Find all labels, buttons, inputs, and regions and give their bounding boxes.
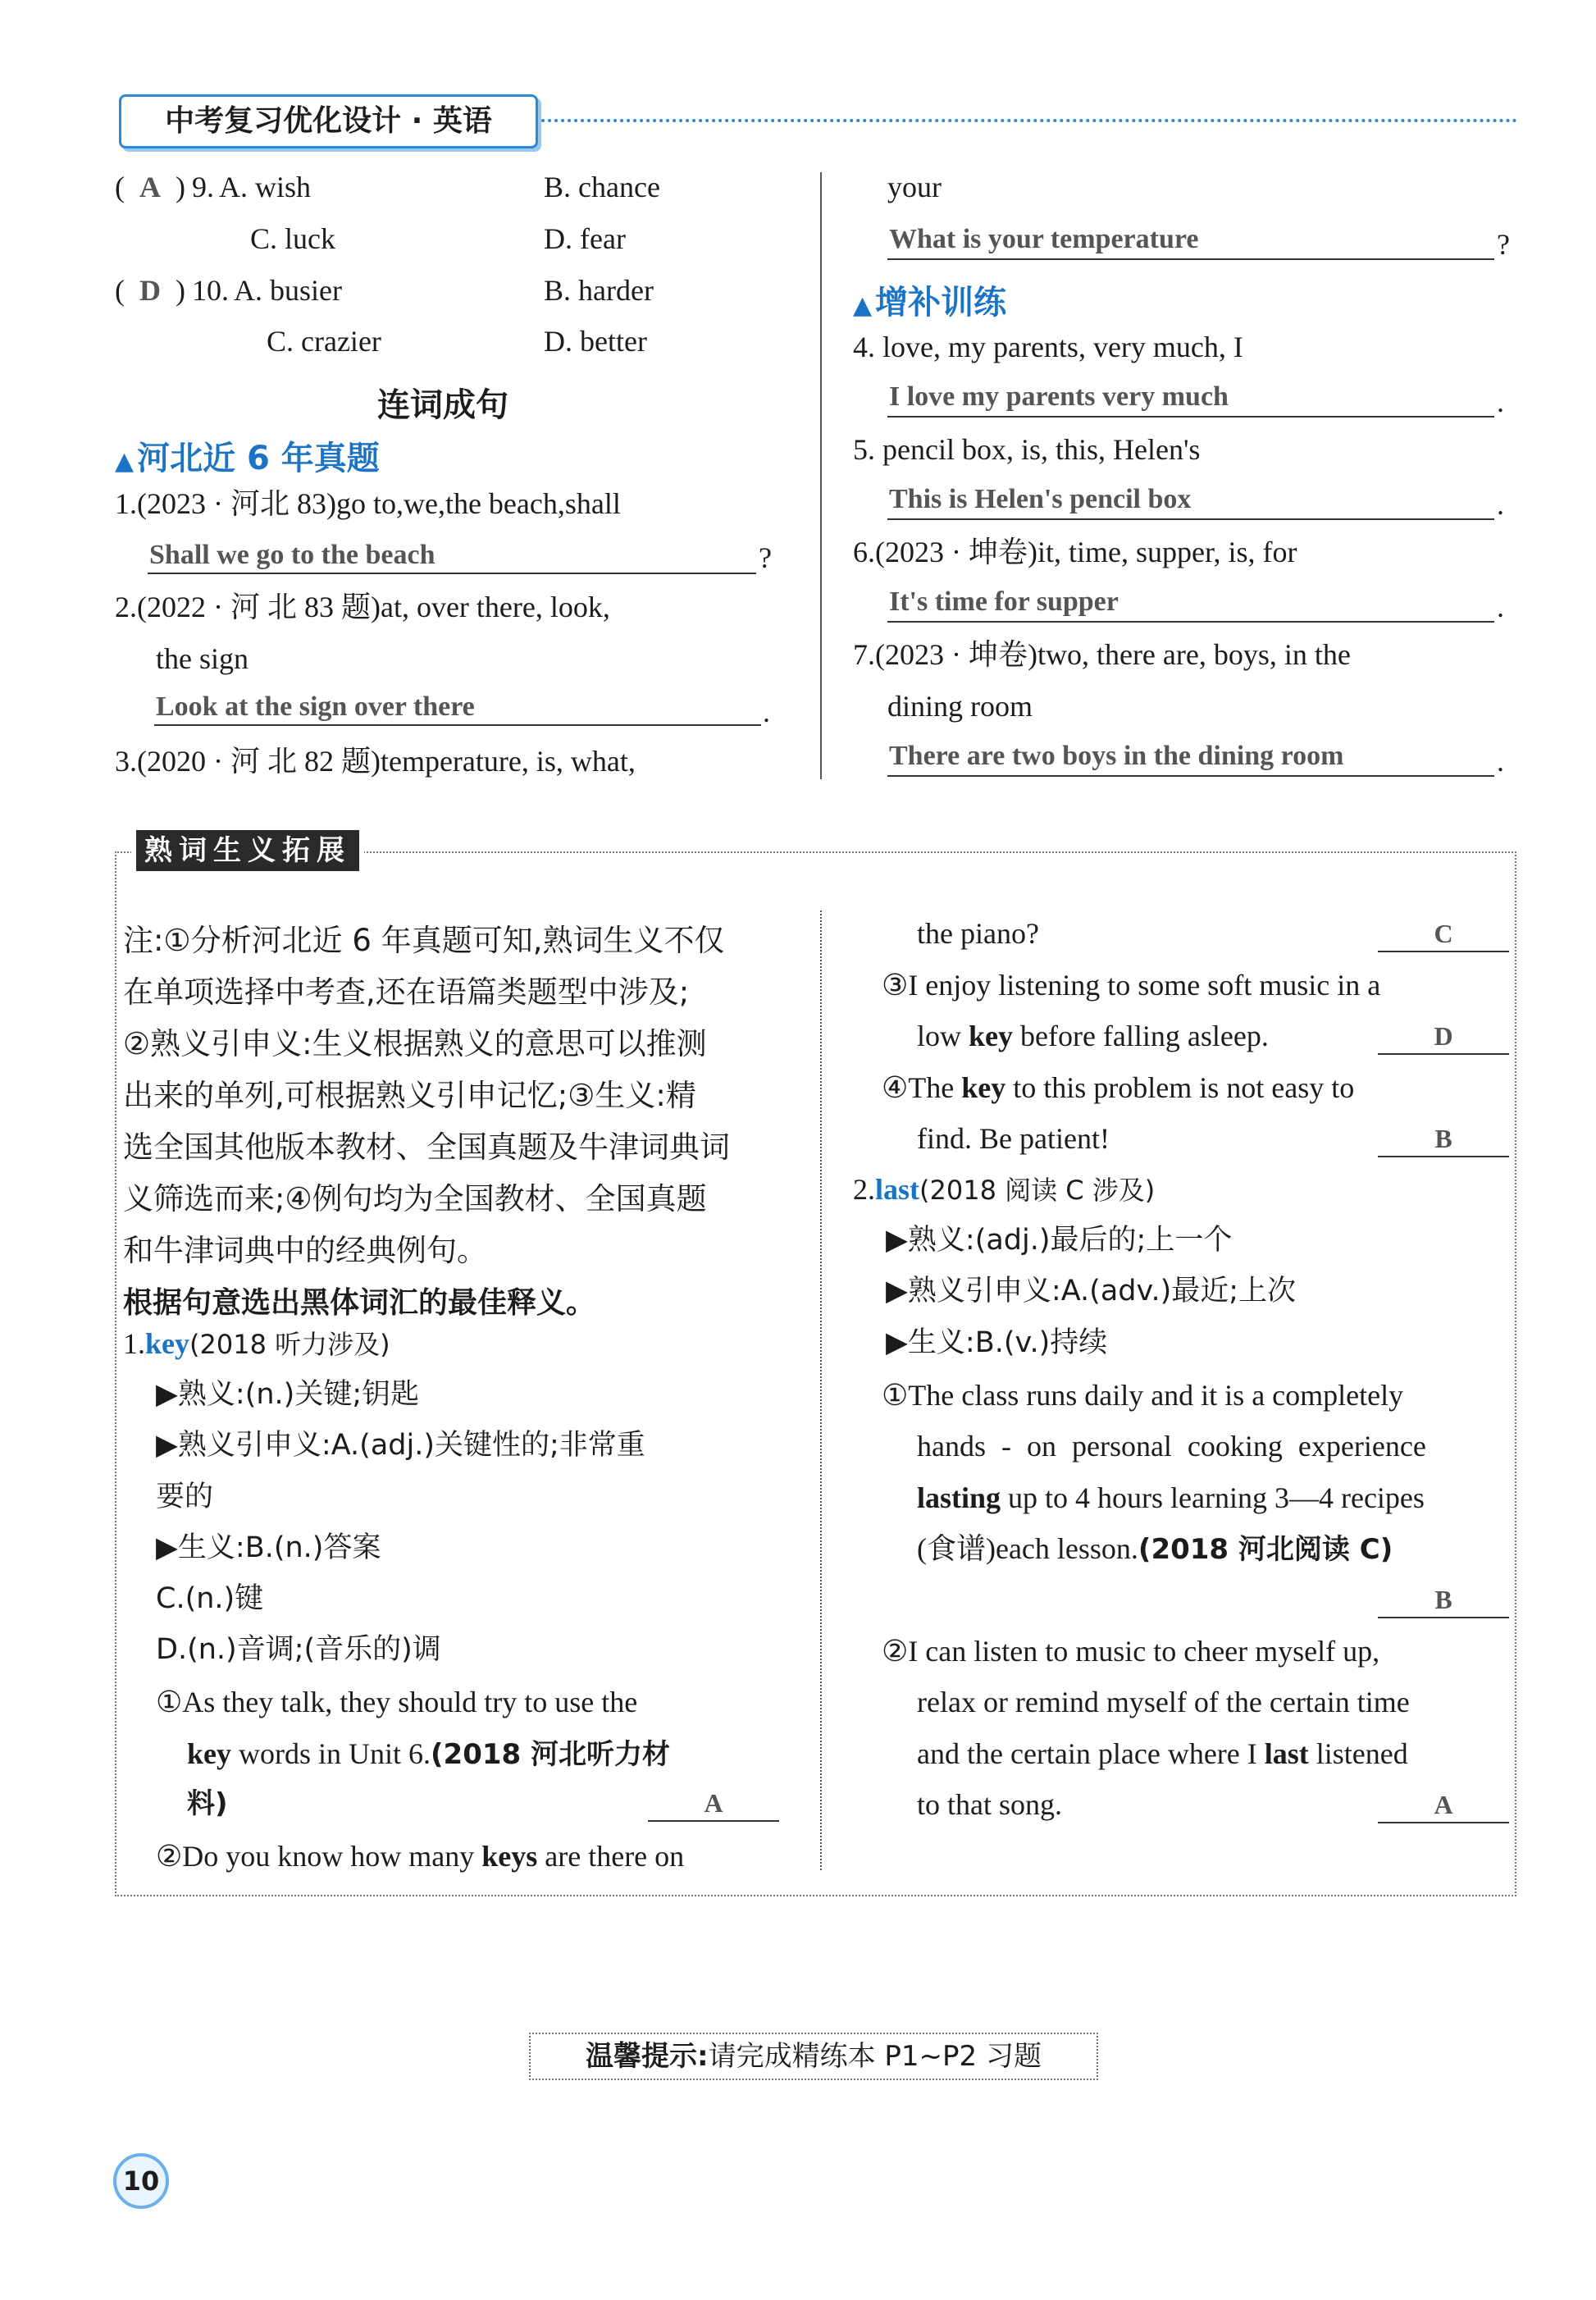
- q3-answer: What is your temperature: [889, 224, 1199, 254]
- w1-ex3b: low key before falling asleep.: [917, 1020, 1269, 1052]
- w1-m4: C.(n.)键: [156, 1582, 264, 1615]
- q7-line2: dining room: [887, 690, 1033, 723]
- q7-line1: 7.(2023 · 坤卷)two, there are, boys, in the: [853, 638, 1351, 671]
- tip-box: [529, 2033, 1098, 2080]
- choice-9-d: D. fear: [544, 222, 626, 255]
- choice-10-d: D. better: [544, 325, 647, 358]
- w1-ex4-answer: B: [1378, 1124, 1509, 1157]
- w1-word: key: [145, 1327, 189, 1360]
- q6-answer: It's time for supper: [889, 586, 1119, 617]
- q5-answer: This is Helen's pencil box: [889, 484, 1192, 514]
- w1-ex1b: key words in Unit 6.(2018 河北听力材: [187, 1737, 671, 1771]
- w2-heading: 2.last(2018 阅读 C 涉及): [853, 1173, 1156, 1206]
- q3-end: ?: [1497, 228, 1510, 261]
- note-line: 出来的单列,可根据熟义引申记忆;③生义:精: [123, 1078, 696, 1113]
- instruction: 根据句意选出黑体词汇的最佳释义。: [123, 1286, 596, 1320]
- choice-9-c: C. luck: [250, 222, 335, 255]
- page-number: 10: [122, 2165, 160, 2197]
- w2-ex2b: relax or remind myself of the certain time: [917, 1686, 1410, 1718]
- w2-ex1d: (食谱)each lesson.(2018 河北阅读 C): [917, 1532, 1393, 1566]
- q1-text: 1.(2023 · 河北 83)go to,we,the beach,shall: [115, 487, 621, 520]
- w1-ex4a: ④The key to this problem is not easy to: [882, 1071, 1355, 1104]
- header-title-box: [119, 94, 538, 148]
- q3-line1: 3.(2020 · 河 北 82 题)temperature, is, what,: [115, 745, 636, 778]
- w1-ex3-answer: D: [1378, 1021, 1509, 1055]
- note-line: 选全国其他版本教材、全国真题及牛津词典词: [123, 1129, 730, 1165]
- q5-text: 5. pencil box, is, this, Helen's: [853, 433, 1201, 466]
- w1-m3: ▶生义:B.(n.)答案: [156, 1531, 381, 1564]
- w2-ex2-answer: A: [1378, 1790, 1509, 1823]
- column-divider-box: [820, 910, 822, 1870]
- note-line: 和牛津词典中的经典例句。: [123, 1233, 487, 1268]
- tip-text: 请完成精练本 P1~P2 习题: [708, 2040, 1042, 2073]
- w2-ex2a: ②I can listen to music to cheer myself up,: [882, 1635, 1380, 1668]
- w1-ex2a: ②Do you know how many keys are there on: [156, 1840, 685, 1873]
- w1-heading: 1.key(2018 听力涉及): [123, 1327, 390, 1360]
- note-block: [123, 915, 787, 1276]
- w2-ex1b: hands - on personal cooking experience: [917, 1430, 1426, 1463]
- w2-ex1-answer: B: [1378, 1585, 1509, 1618]
- choice-9-b: B. chance: [544, 171, 660, 203]
- w2-word: last: [875, 1173, 919, 1206]
- q7-answer: There are two boys in the dining room: [889, 741, 1344, 771]
- w1-ex3a: ③I enjoy listening to some soft music in a: [882, 969, 1381, 1002]
- w1-ex2-answer: C: [1378, 919, 1509, 952]
- tip-label: 温馨提示:: [586, 2040, 709, 2073]
- q6-text: 6.(2023 · 坤卷)it, time, supper, is, for: [853, 536, 1297, 568]
- expansion-tag: [131, 830, 364, 871]
- w2-ex2c: and the certain place where I last listened: [917, 1737, 1408, 1770]
- w1-m1: ▶熟义:(n.)关键;钥匙: [156, 1378, 420, 1411]
- note-line: 注:①分析河北近 6 年真题可知,熟词生义不仅: [123, 923, 725, 958]
- header-dotted-rule: [541, 119, 1517, 122]
- expansion-tag-label: 熟词生义拓展: [136, 830, 359, 871]
- choice-10-c: C. crazier: [267, 325, 381, 358]
- triangle-icon: ▲: [115, 447, 135, 476]
- w2-m2: ▶熟义引申义:A.(adv.)最近;上次: [886, 1275, 1297, 1307]
- q7-end: .: [1497, 745, 1504, 778]
- choice-10-b: B. harder: [544, 274, 654, 307]
- choice-9-row: ( A ) 9. A. wish: [115, 171, 312, 203]
- section-heading: 连词成句: [377, 386, 508, 424]
- note-line: 在单项选择中考查,还在语篇类题型中涉及;: [123, 974, 690, 1010]
- section-extra: ▲ 增补训练: [853, 284, 1007, 322]
- section-hebei: ▲ 河北近 6 年真题: [115, 440, 380, 477]
- q2-answer-line: [154, 693, 761, 726]
- q4-answer: I love my parents very much: [889, 381, 1229, 412]
- w2-m3: ▶生义:B.(v.)持续: [886, 1326, 1108, 1359]
- q4-answer-line: [887, 383, 1494, 418]
- w2-ex1c: lasting up to 4 hours learning 3—4 recipes: [917, 1481, 1425, 1514]
- q4-end: .: [1497, 386, 1504, 418]
- w2-ex2d: to that song.: [917, 1788, 1062, 1821]
- q2-answer: Look at the sign over there: [156, 691, 475, 722]
- q1-end: ?: [759, 541, 772, 574]
- w1-ex1c: 料): [187, 1787, 228, 1820]
- q7-answer-line: [887, 742, 1494, 777]
- q2-end: .: [763, 696, 770, 728]
- q5-end: .: [1497, 488, 1504, 521]
- column-divider-top: [820, 172, 822, 779]
- q3-cont: your: [887, 171, 942, 203]
- note-line: 义筛选而来;④例句均为全国教材、全国真题: [123, 1181, 707, 1216]
- q5-answer-line: [887, 486, 1494, 520]
- page-number-badge: [113, 2153, 169, 2209]
- w2-m1: ▶熟义:(adj.)最后的;上一个: [886, 1224, 1233, 1257]
- q2-line1: 2.(2022 · 河 北 83 题)at, over there, look,: [115, 591, 610, 623]
- w2-ex1a: ①The class runs daily and it is a completely: [882, 1379, 1404, 1412]
- q1-answer: Shall we go to the beach: [149, 540, 435, 570]
- q4-text: 4. love, my parents, very much, I: [853, 331, 1243, 363]
- triangle-icon: ▲: [853, 291, 873, 320]
- w1-m2b: 要的: [156, 1481, 214, 1513]
- q6-answer-line: [887, 588, 1494, 623]
- choice-10-row: ( D ) 10. A. busier: [115, 274, 342, 307]
- w1-m2a: ▶熟义引申义:A.(adj.)关键性的;非常重: [156, 1429, 645, 1462]
- q3-answer-line: [887, 226, 1494, 260]
- q6-end: .: [1497, 591, 1504, 623]
- note-line: ②熟义引申义:生义根据熟义的意思可以推测: [123, 1026, 707, 1061]
- w1-ex1a: ①As they talk, they should try to use the: [156, 1686, 638, 1718]
- q2-line2: the sign: [156, 642, 249, 675]
- w1-m5: D.(n.)音调;(音乐的)调: [156, 1633, 441, 1666]
- w1-ex2b: the piano?: [917, 917, 1039, 950]
- header-title: 中考复习优化设计 · 英语: [165, 104, 492, 138]
- w1-ex4b: find. Be patient!: [917, 1122, 1110, 1155]
- q1-answer-line: [148, 541, 756, 574]
- w1-ex1-answer: A: [648, 1788, 779, 1822]
